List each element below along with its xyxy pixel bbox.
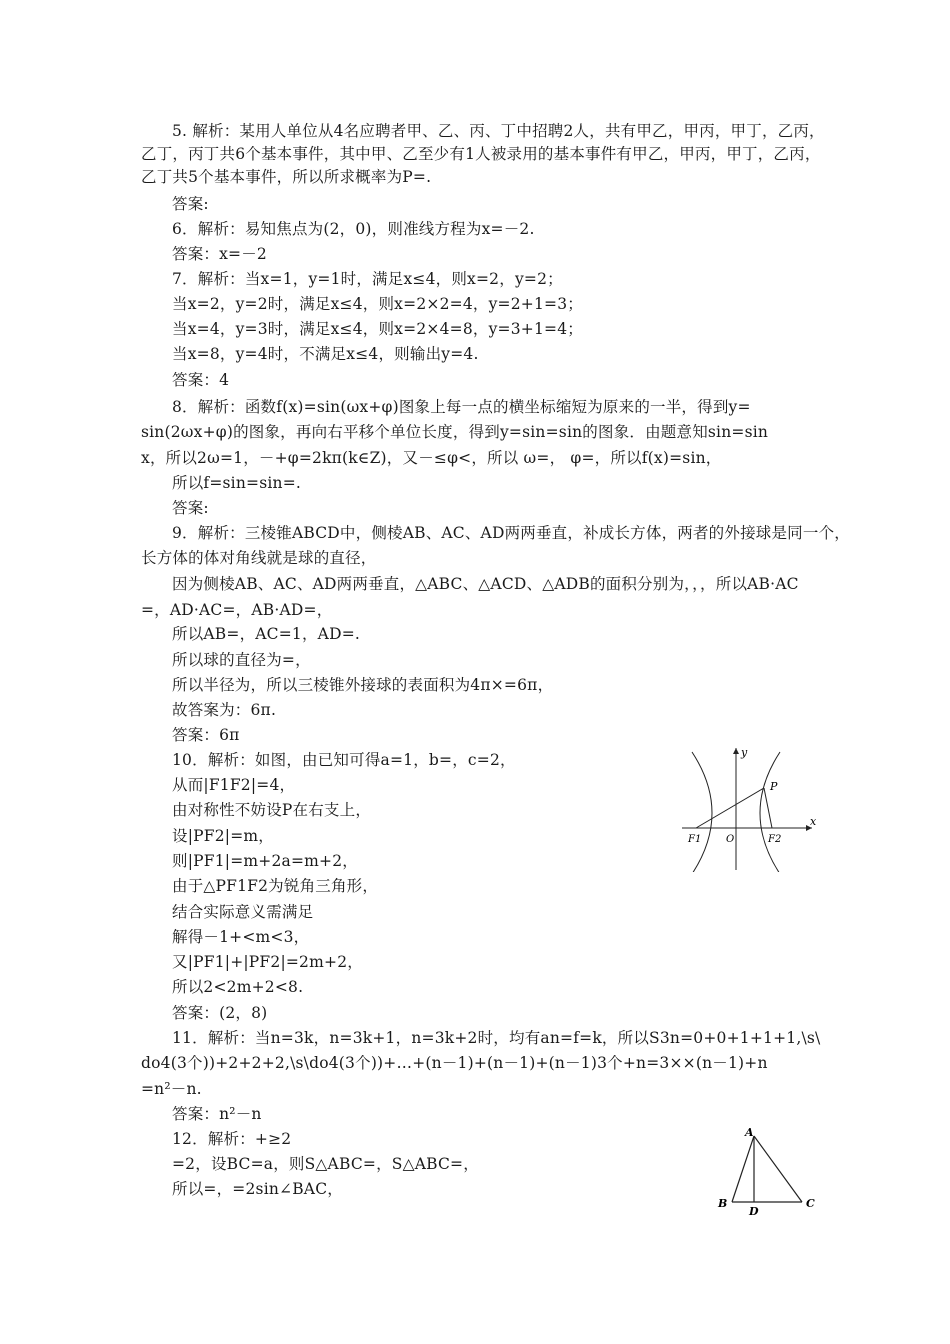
text-line: 答案：n²－n: [172, 1105, 262, 1123]
text-line: 由对称性不妨设P在右支上，: [172, 801, 372, 819]
vertex-c-label: C: [806, 1197, 815, 1210]
text-line: 由于△PF1F2为锐角三角形，: [172, 877, 379, 895]
text-line: 则|PF1|=m+2a=m+2，: [172, 852, 358, 870]
text-line: 解得－1+<m<3，: [172, 928, 310, 946]
text-line: 10．解析：如图，由已知可得a=1，b=，c=2，: [172, 751, 516, 769]
text-line: 当x=4，y=3时，满足x≤4，则x=2×4=8，y=3+1=4；: [172, 320, 583, 338]
focus-f2-label: F2: [768, 834, 782, 845]
hyperbola-left-branch: [692, 752, 712, 872]
text-line: 所以AB=，AC=1，AD=.: [172, 625, 361, 643]
text-line: 乙丁，丙丁共6个基本事件，其中甲、乙至少有1人被录用的基本事件有甲乙，甲丙，甲丁，乙丙，: [141, 145, 821, 163]
text-line: 结合实际意义需满足: [172, 903, 314, 921]
text-line: x，所以2ω=1，－+φ=2kπ(k∈Z)，又－≤φ<，所以 ω=， φ=，所以f(x)=sin，: [141, 449, 722, 467]
text-line: 因为侧棱AB、AC、AD两两垂直，△ABC、△ACD、△ADB的面积分别为，，，所以AB·AC: [172, 575, 799, 593]
text-line: do4(3个))+2+2+2,\s\do4(3个))+…+(n－1)+(n－1)+(n－1)3个+n=3××(n－1)+n: [141, 1054, 768, 1072]
segment-pf2: [764, 788, 772, 828]
text-line: 从而|F1F2|=4，: [172, 776, 296, 794]
side-ac: [754, 1136, 802, 1202]
text-line: 答案:: [172, 499, 209, 517]
hyperbola-figure: [670, 742, 830, 872]
text-line: =n²－n.: [141, 1080, 202, 1098]
text-line: 当x=2，y=2时，满足x≤4，则x=2×2=4，y=2+1=3；: [172, 295, 583, 313]
vertex-a-label: A: [745, 1126, 754, 1139]
triangle-diagram: [712, 1124, 822, 1224]
text-line: 当x=8，y=4时，不满足x≤4，则输出y=4.: [172, 345, 479, 363]
segment-pf1: [696, 788, 764, 828]
text-line: 8．解析：函数f(x)=sin(ωx+φ)图象上每一点的横坐标缩短为原来的一半，得到y=: [172, 398, 751, 416]
focus-f1-label: F1: [688, 834, 702, 845]
text-line: 所以=，=2sin∠BAC，: [172, 1180, 343, 1198]
text-line: 12．解析：+≥2: [172, 1130, 292, 1148]
text-line: 所以f=sin=sin=.: [172, 474, 302, 492]
text-line: 所以半径为，所以三棱锥外接球的表面积为4π×=6π，: [172, 676, 554, 694]
text-line: 长方体的体对角线就是球的直径，: [141, 549, 377, 567]
vertex-b-label: B: [718, 1197, 728, 1210]
text-line: 答案：6π: [172, 726, 240, 744]
triangle-figure: [712, 1124, 822, 1224]
text-line: 7．解析：当x=1，y=1时，满足x≤4，则x=2，y=2；: [172, 270, 563, 288]
text-line: 答案：4: [172, 371, 230, 389]
text-line: 11．解析：当n=3k，n=3k+1，n=3k+2时，均有an=f=k，所以S3n=0+0+1+1+1,\s\: [172, 1029, 821, 1047]
text-line: 答案：(2，8): [172, 1004, 268, 1022]
vertex-d-label: D: [749, 1205, 759, 1218]
text-line: 故答案为：6π.: [172, 701, 277, 719]
text-line: 所以2<2m+2<8.: [172, 978, 304, 996]
x-axis-label: x: [810, 815, 817, 828]
text-line: 答案:: [172, 195, 209, 213]
text-line: sin(2ωx+φ)的图象，再向右平移个单位长度，得到y=sin=sin的图象．由题意知sin=sin: [141, 423, 769, 441]
text-line: 5. 解析：某用人单位从4名应聘者甲、乙、丙、丁中招聘2人，共有甲乙，甲丙，甲丁，乙丙，: [172, 122, 825, 140]
hyperbola-diagram: [670, 742, 830, 872]
y-axis-label: y: [741, 746, 748, 759]
hyperbola-right-branch: [760, 752, 780, 872]
text-line: 所以球的直径为=，: [172, 651, 311, 669]
text-line: 6．解析：易知焦点为(2，0)，则准线方程为x=－2.: [172, 220, 535, 238]
text-line: 设|PF2|=m，: [172, 827, 274, 845]
point-p-label: P: [770, 780, 778, 793]
text-line: 乙丁共5个基本事件，所以所求概率为P=.: [141, 168, 432, 186]
text-line: =，AD·AC=，AB·AD=，: [141, 601, 333, 619]
y-axis-arrow: [733, 748, 739, 754]
text-line: =2，设BC=a，则S△ABC=，S△ABC=，: [172, 1155, 479, 1173]
text-line: 又|PF1|+|PF2|=2m+2，: [172, 953, 363, 971]
origin-label: O: [726, 834, 735, 845]
side-ab: [732, 1136, 754, 1202]
text-line: 9．解析：三棱锥ABCD中，侧棱AB、AC、AD两两垂直，补成长方体，两者的外接球是同一个，: [172, 524, 850, 542]
text-line: 答案：x=－2: [172, 245, 267, 263]
